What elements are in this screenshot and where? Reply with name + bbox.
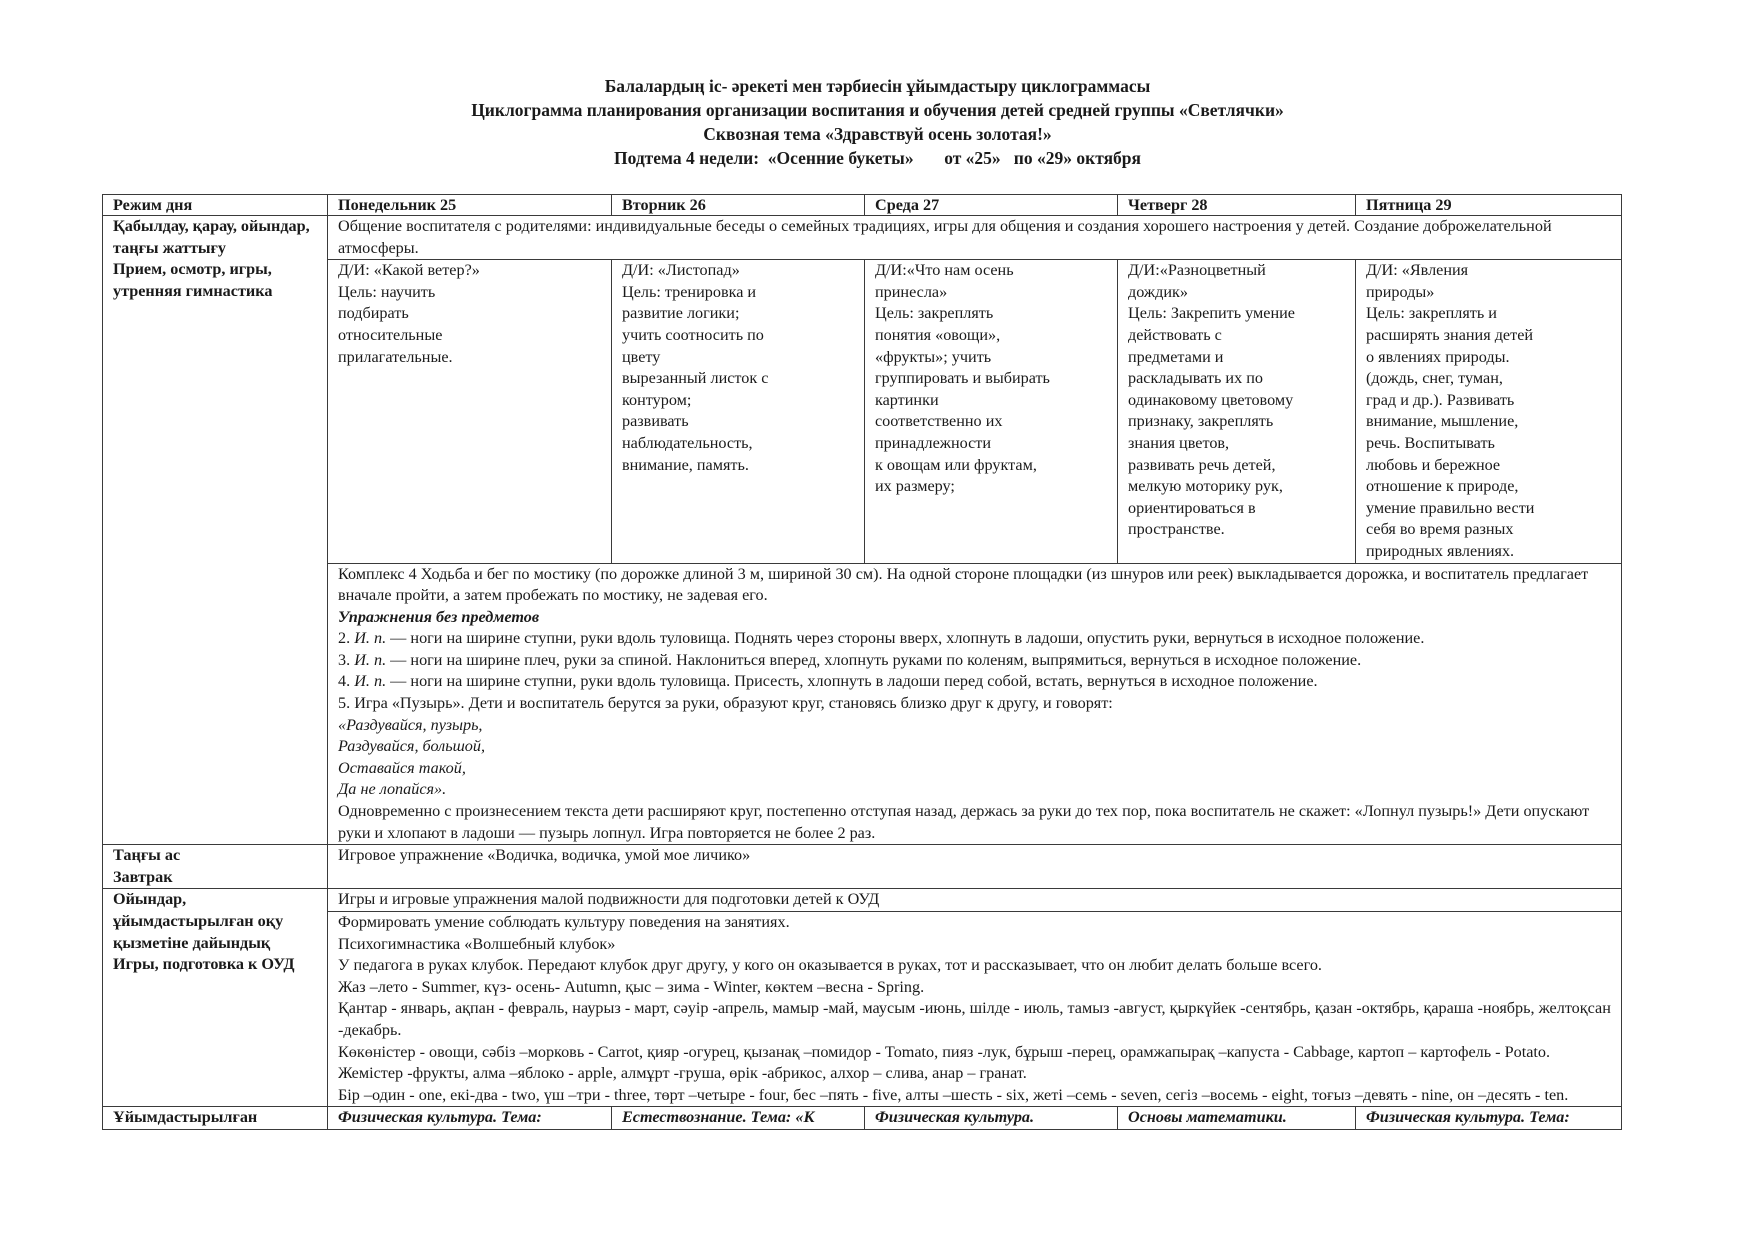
- table-row: [103, 912, 1622, 1107]
- col-header-wednesday: Среда 27: [865, 195, 1118, 216]
- col-header-thursday: Четверг 28: [1118, 195, 1356, 216]
- organized-cell-friday: Физическая культура. Тема:: [1356, 1107, 1622, 1130]
- table-row: [103, 845, 1622, 889]
- poem-line: Оставайся такой,: [338, 758, 466, 777]
- game-cell-friday: Д/И: «Явления природы» Цель: закреплять и расширять знания детей о явлениях природы. (дождь, снег, туман, град и др.). Развивать внимание, мышление, речь. Воспитывать любовь и бережное отношение к природе, умение правильно вести себя во время разных природных явлениях.: [1356, 260, 1622, 563]
- header-subtheme: Подтема 4 недели: «Осенние букеты» от «25» по «29» октября: [613, 148, 1142, 168]
- organized-cell-thursday: Основы математики.: [1118, 1107, 1356, 1130]
- exercise-2: 2. И. п. — ноги на ширине ступни, руки вдоль туловища. Поднять через стороны вверх, хлопнуть в ладоши, опустить руки, вернуться в исходное положение.: [338, 629, 1425, 648]
- poem-line: Да не лопайся».: [338, 780, 447, 799]
- exercise-4: 4. И. п. — ноги на ширине ступни, руки вдоль туловища. Присесть, хлопнуть в ладоши перед собой, встать, вернуться в исходное положение.: [338, 672, 1318, 691]
- game-cell-tuesday: Д/И: «Листопад» Цель: тренировка и развитие логики; учить соотносить по цвету вырезанный листок с контуром; развивать наблюдательность, внимание, память.: [612, 260, 865, 563]
- table-row: [103, 216, 1622, 260]
- game-cell-thursday: Д/И:«Разноцветный дождик» Цель: Закрепить умение действовать с предметами и раскладывать их по одинаковому цветовому признаку, закреплять знания цветов, развивать речь детей, мелкую моторику рук, ориентироваться в пространстве.: [1118, 260, 1356, 563]
- exercise-ending: Одновременно с произнесением текста дети расширяют круг, постепенно отступая назад, держась за руки до тех пор, пока воспитатель не скажет: «Лопнул пузырь!» Дети опускают руки и хлопают в ладоши — пузырь лопнул. Игра повторяется не более 2 раз.: [338, 802, 1590, 842]
- organized-cell-tuesday: Естествознание. Тема: «К: [612, 1107, 865, 1130]
- table-row: [103, 889, 1622, 912]
- document-header: [0, 74, 1755, 170]
- col-header-tuesday: Вторник 26: [612, 195, 865, 216]
- organized-cell-wednesday: Физическая культура.: [865, 1107, 1118, 1130]
- col-header-monday: Понедельник 25: [328, 195, 612, 216]
- games-prep-content-cell: Формировать умение соблюдать культуру поведения на занятиях. Психогимнастика «Волшебный клубок» У педагога в руках клубок. Передают клубок друг другу, у кого он оказывается в руках, тот и рассказывает, что он любит делать больше всего. Жаз –лето - Summer, күз- осень- Autumn, қыс – зима - Winter, көктем –весна - Spring. Қантар - январь, ақпан - февраль, наурыз - март, сәуір -апрель, мамыр -май, маусым -июнь, шілде - июль, тамыз -август, қыркүйек -сентябрь, қазан -октябрь, қараша -ноябрь, желтоқсан -декабрь. Көкөністер - овощи, сәбіз –морковь - Carrot, қияр -огурец, қызанақ –помидор - Tomato, пияз -лук, бұрыш -перец, орамжапырақ –капуста - Cabbage, картоп – картофель - Potato. Жемістер -фрукты, алма –яблоко - apple, алмұрт -груша, өрік -абрикос, алхор – слива, анар – гранат. Бір –один - one, екі-два - two, үш –три - three, төрт –четыре - four, бес –пять - five, алты –шесть - six, жеті –семь - seven, сегіз –восемь - eight, тоғыз –девять - nine, он –десять - ten.: [328, 912, 1622, 1107]
- poem-line: «Раздувайся, пузырь,: [338, 715, 483, 734]
- morning-exercise-complex-cell: [328, 563, 1622, 845]
- schedule-table: [102, 194, 1622, 1130]
- games-prep-title-cell: Игры и игровые упражнения малой подвижности для подготовки детей к ОУД: [328, 889, 1622, 912]
- game-cell-wednesday: Д/И:«Что нам осень принесла» Цель: закреплять понятия «овощи», «фрукты»; учить группировать и выбирать картинки соответственно их принадлежности к овощам или фруктам, их размеру;: [865, 260, 1118, 563]
- header-theme: Сквозная тема «Здравствуй осень золотая!»: [703, 124, 1052, 144]
- exercise-3: 3. И. п. — ноги на ширине плеч, руки за спиной. Наклониться вперед, хлопнуть руками по коленям, выпрямиться, вернуться в исходное положение.: [338, 650, 1362, 669]
- breakfast-cell: Игровое упражнение «Водичка, водичка, умой мое личико»: [328, 845, 1622, 889]
- row-label-reception: Қабылдау, қарау, ойындар, таңғы жаттығу Прием, осмотр, игры, утренняя гимнастика: [103, 216, 328, 845]
- header-title-kz: Балалардың іс- әрекеті мен тәрбиесін ұйымдастыру циклограммасы: [604, 76, 1151, 96]
- table-header-row: [103, 195, 1622, 216]
- poem-line: Раздувайся, большой,: [338, 737, 486, 756]
- row-label-breakfast: Таңғы ас Завтрак: [103, 845, 328, 889]
- col-header-regime: Режим дня: [103, 195, 328, 216]
- table-row: [103, 563, 1622, 845]
- col-header-friday: Пятница 29: [1356, 195, 1622, 216]
- header-title-ru: Циклограмма планирования организации воспитания и обучения детей средней группы «Светлячки»: [471, 100, 1284, 120]
- row-label-games-prep: Ойындар, ұйымдастырылған оқу қызметіне дайындық Игры, подготовка к ОУД: [103, 889, 328, 1107]
- table-row: [103, 260, 1622, 563]
- table-row: [103, 1107, 1622, 1130]
- row-label-organized: Ұйымдастырылған: [103, 1107, 328, 1130]
- parents-communication-cell: Общение воспитателя с родителями: индивидуальные беседы о семейных традициях, игры для общения и создания хорошего настроения у детей. Создание доброжелательной атмосферы.: [328, 216, 1622, 260]
- complex-intro: Комплекс 4 Ходьба и бег по мостику (по дорожке длиной 3 м, шириной 30 см). На одной стороне площадки (из шнуров или реек) выкладывается дорожка, и воспитатель предлагает вначале пройти, а затем пробежать по мостику, не задевая его.: [338, 564, 1589, 605]
- exercise-5: 5. Игра «Пузырь». Дети и воспитатель берутся за руки, образуют круг, становясь близко друг к другу, и говорят:: [338, 694, 1113, 713]
- organized-cell-monday: Физическая культура. Тема:: [328, 1107, 612, 1130]
- game-cell-monday: Д/И: «Какой ветер?» Цель: научить подбирать относительные прилагательные.: [328, 260, 612, 563]
- exercises-title: Упражнения без предметов: [338, 607, 540, 626]
